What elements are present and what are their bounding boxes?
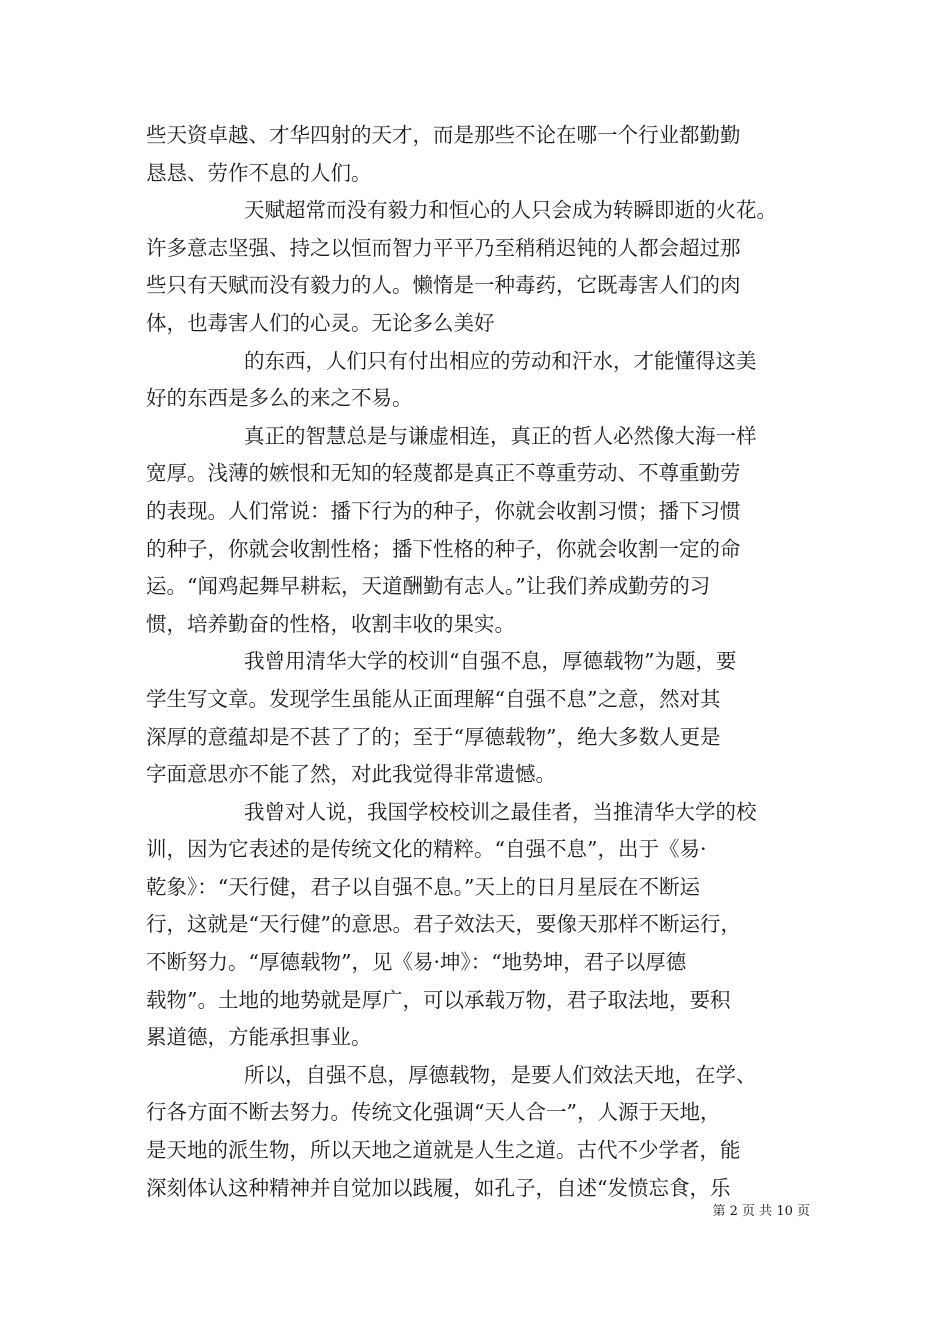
text-line: 行各方面不断去努力。传统文化强调“天人合一”，人源于天地， xyxy=(146,1100,721,1125)
text-line: 我曾对人说，我国学校校训之最佳者，当推清华大学的校 xyxy=(244,799,757,824)
text-line: 的表现。人们常说：播下行为的种子，你就会收割习惯；播下习惯 xyxy=(146,498,741,523)
text-line: 好的东西是多么的来之不易。 xyxy=(146,386,413,411)
text-line: 天赋超常而没有毅力和恒心的人只会成为转瞬即逝的火花。 xyxy=(244,198,777,223)
text-line: 许多意志坚强、持之以恒而智力平平乃至稍稍迟钝的人都会超过那 xyxy=(146,235,741,260)
text-line: 恳恳、劳作不息的人们。 xyxy=(146,160,372,185)
text-line: 运。“闻鸡起舞早耕耘，天道酬勤有志人。”让我们养成勤劳的习 xyxy=(146,574,711,599)
text-line: 宽厚。浅薄的嫉恨和无知的轻蔑都是真正不尊重劳动、不尊重勤劳 xyxy=(146,461,741,486)
text-line: 乾象》：“天行健，君子以自强不息。”天上的日月星辰在不断运 xyxy=(146,874,700,899)
text-line: 字面意思亦不能了然，对此我觉得非常遗憾。 xyxy=(146,762,556,787)
body-text xyxy=(146,117,810,1207)
text-line: 训，因为它表述的是传统文化的精粹。“自强不息”，出于《易· xyxy=(146,837,707,862)
text-line: 不断努力。“厚德载物”，见《易·坤》：“地势坤，君子以厚德 xyxy=(146,950,687,975)
text-line: 累道德，方能承担事业。 xyxy=(146,1025,372,1050)
text-line: 的东西，人们只有付出相应的劳动和汗水，才能懂得这美 xyxy=(244,348,757,373)
text-line: 我曾用清华大学的校训“自强不息，厚德载物”为题，要 xyxy=(244,649,737,674)
text-line: 所以，自强不息，厚德载物，是要人们效法天地，在学、 xyxy=(244,1062,757,1087)
text-line: 的种子，你就会收割性格；播下性格的种子，你就会收割一定的命 xyxy=(146,536,741,561)
text-line: 真正的智慧总是与谦虚相连，真正的哲人必然像大海一样 xyxy=(244,423,757,448)
text-line: 些只有天赋而没有毅力的人。懒惰是一种毒药，它既毒害人们的肉 xyxy=(146,273,741,298)
text-line: 载物”。土地的地势就是厚广，可以承载万物，君子取法地，要积 xyxy=(146,987,731,1012)
text-line: 学生写文章。发现学生虽能从正面理解“自强不息”之意，然对其 xyxy=(146,686,721,711)
text-line: 体，也毒害人们的心灵。无论多么美好 xyxy=(146,310,495,335)
text-line: 深刻体认这种精神并自觉加以践履，如孔子，自述“发愤忘食，乐 xyxy=(146,1175,731,1200)
text-line: 行，这就是“天行健”的意思。君子效法天，要像天那样不断运行， xyxy=(146,912,741,937)
text-line: 是天地的派生物，所以天地之道就是人生之道。古代不少学者，能 xyxy=(146,1138,741,1163)
text-line: 深厚的意蕴却是不甚了了的；至于“厚德载物”，绝大多数人更是 xyxy=(146,724,721,749)
text-line: 惯，培养勤奋的性格，收割丰收的果实。 xyxy=(146,611,515,636)
text-line: 些天资卓越、才华四射的天才，而是那些不论在哪一个行业都勤勤 xyxy=(146,123,741,147)
page-number: 第 2 页 共 10 页 xyxy=(712,1204,810,1219)
